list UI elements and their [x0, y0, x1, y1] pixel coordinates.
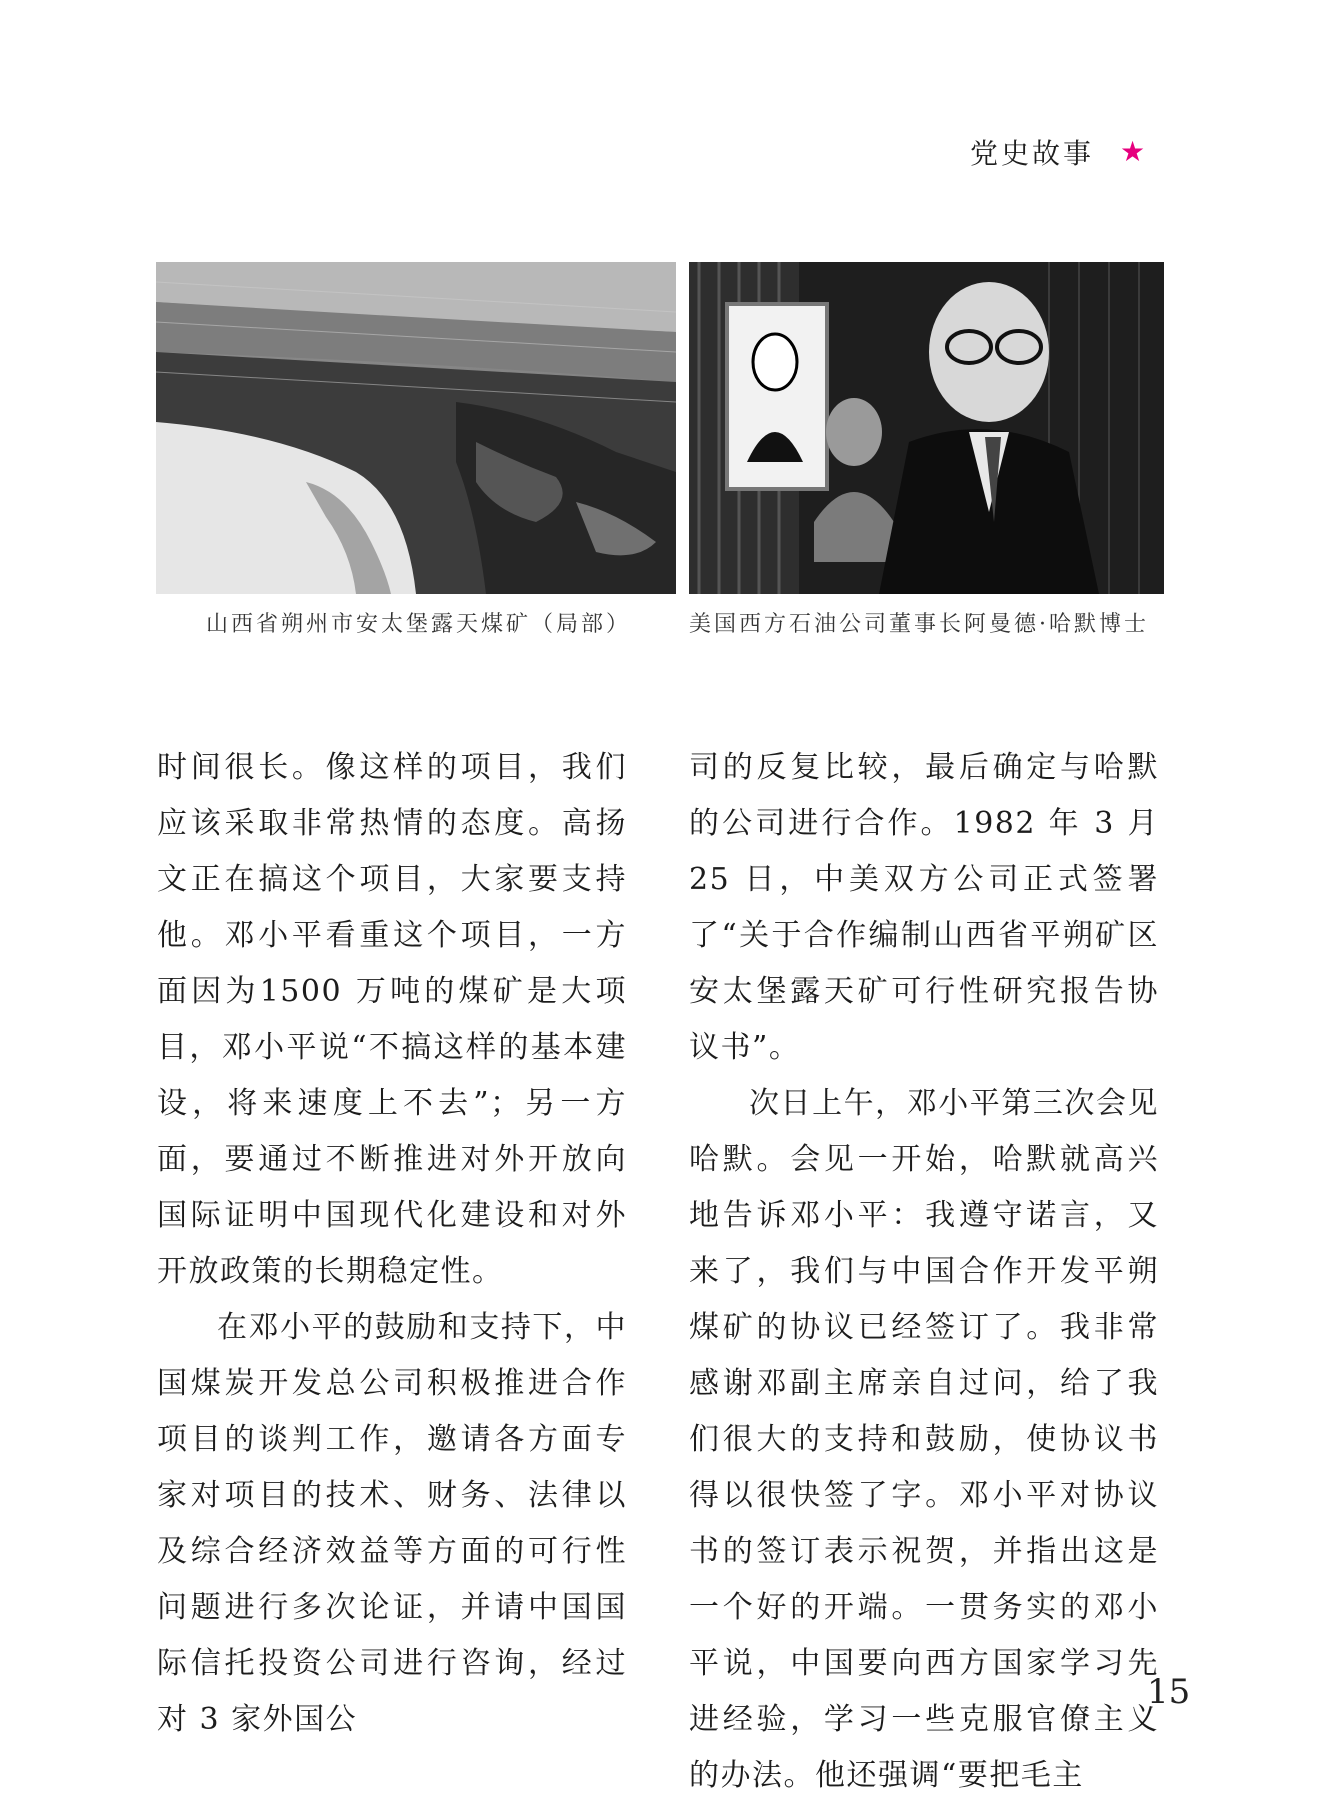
paragraph: 在邓小平的鼓励和支持下，中国煤炭开发总公司积极推进合作项目的谈判工作，邀请各方面专家对项目的技术、财务、法律以及综合经济效益等方面的可行性问题进行多次论证，并请中国国际信托投资公司进行咨询，经过对 3 家外国公: [157, 1310, 627, 1737]
page-header: [970, 132, 1145, 172]
left-photo-caption: 山西省朔州市安太堡露天煤矿（局部）: [206, 612, 632, 637]
open-pit-coal-mine-photo: [156, 262, 676, 594]
star-icon: ★: [1120, 135, 1146, 168]
paragraph: 司的反复比较，最后确定与哈默的公司进行合作。1982 年 3 月 25 日，中美双方公司正式签署了“关于合作编制山西省平朔矿区安太堡露天矿可行性研究报告协议书”。: [689, 750, 1159, 1065]
portrait-photo: [689, 262, 1164, 594]
page-number: 15: [1147, 1672, 1191, 1712]
right-photo-caption: 美国西方石油公司董事长阿曼德·哈默博士: [689, 612, 1149, 637]
paragraph: 次日上午，邓小平第三次会见哈默。会见一开始，哈默就高兴地告诉邓小平：我遵守诺言，又来了，我们与中国合作开发平朔煤矿的协议已经签订了。我非常感谢邓副主席亲自过问，给了我们很大的支持和鼓励，使协议书得以很快签了字。邓小平对协议书的签订表示祝贺，并指出这是一个好的开端。一贯务实的邓小平说，中国要向西方国家学习先进经验，学习一些克服官僚主义的办法。他还强调“要把毛主: [689, 1086, 1159, 1793]
left-text-column: [157, 740, 627, 1748]
section-title: 党史故事: [970, 137, 1095, 170]
paragraph: 时间很长。像这样的项目，我们应该采取非常热情的态度。高扬文正在搞这个项目，大家要支持他。邓小平看重这个项目，一方面因为1500 万吨的煤矿是大项目，邓小平说“不搞这样的基本建设，将来速度上不去”；另一方面，要通过不断推进对外开放向国际证明中国现代化建设和对外开放政策的长期稳定性。: [157, 750, 627, 1289]
right-text-column: [689, 740, 1159, 1804]
